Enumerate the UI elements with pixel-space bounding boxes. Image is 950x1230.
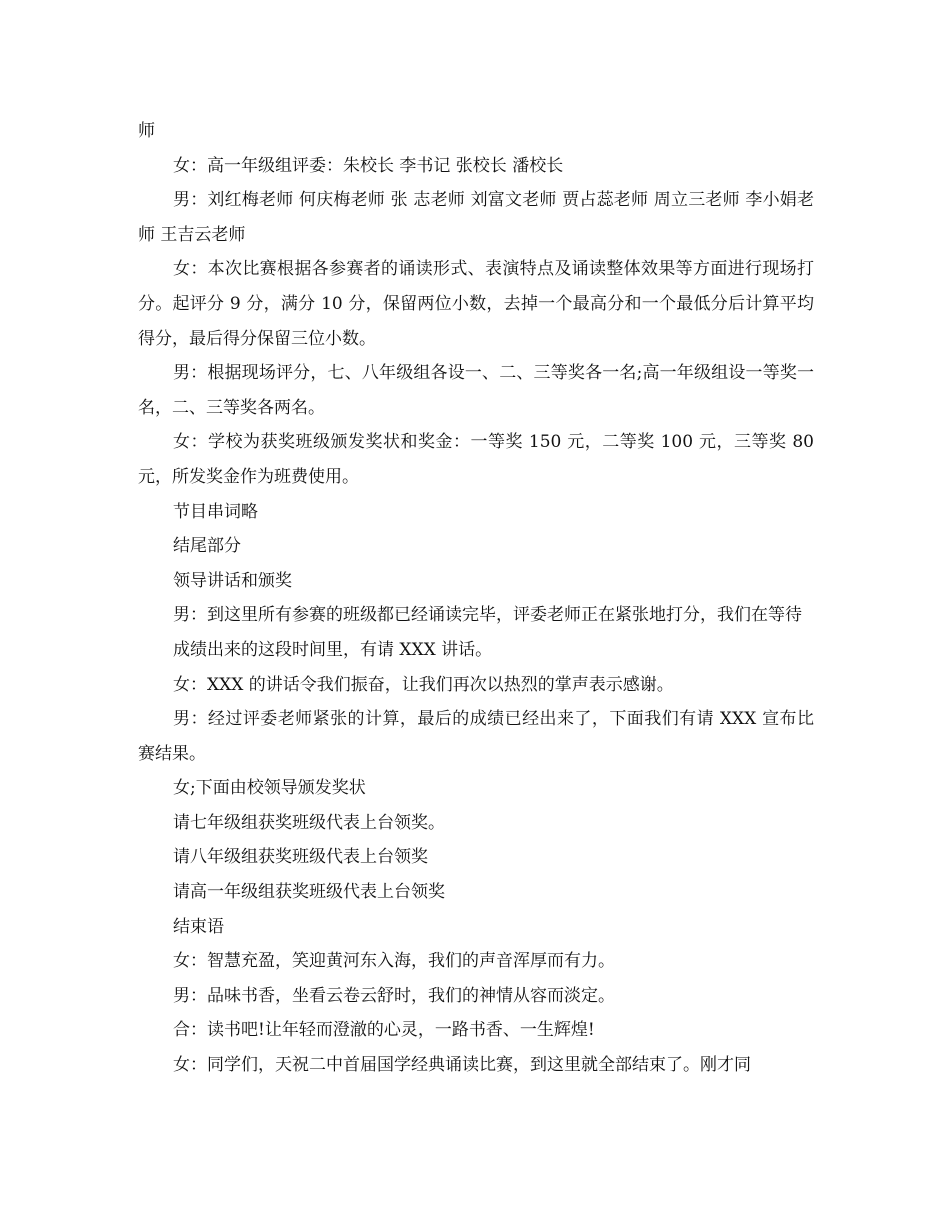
- paragraph-judges-grade10: 女：高一年级组评委：朱校长 李书记 张校长 潘校长: [173, 155, 564, 176]
- paragraph-thanks: 女：XXX 的讲话令我们振奋，让我们再次以热烈的掌声表示感谢。: [173, 674, 674, 695]
- paragraph-invite-speech: 成绩出来的这段时间里，有请 XXX 讲话。: [173, 639, 493, 660]
- paragraph-announce-results: 男：经过评委老师紧张的计算，最后的成绩已经出来了，下面我们有请 XXX 宣布比赛结果。: [138, 709, 814, 764]
- paragraph-closing-female: 女：智慧充盈，笑迎黄河东入海，我们的声音浑厚而有力。: [173, 951, 615, 972]
- paragraph-teacher-list: 男：刘红梅老师 何庆梅老师 张 志老师 刘富文老师 贾占蕊老师 周立三老师 李小娟老师 王吉云老师: [138, 190, 814, 245]
- section-heading-closing: 结束语: [173, 916, 224, 937]
- paragraph-final-remarks: 女：同学们，天祝二中首届国学经典诵读比赛，到这里就全部结束了。刚才同: [173, 1055, 751, 1076]
- paragraph-program-note: 节目串词略: [173, 501, 258, 522]
- paragraph-waiting-scores: 男：到这里所有参赛的班级都已经诵读完毕，评委老师正在紧张地打分，我们在等待: [173, 605, 802, 626]
- paragraph-grade10-awards: 请高一年级组获奖班级代表上台领奖: [173, 882, 445, 903]
- section-heading-speech-awards: 领导讲话和颁奖: [173, 570, 292, 591]
- paragraph-closing-together: 合：读书吧!让年轻而澄澈的心灵，一路书香、一生辉煌!: [173, 1020, 595, 1041]
- paragraph-scoring-rules: 女：本次比赛根据各参赛者的诵读形式、表演特点及诵读整体效果等方面进行现场打分。起评分 9 分，满分 10 分，保留两位小数，去掉一个最高分和一个最低分后计算平均得分，最后得分保留三位小数。: [138, 259, 814, 349]
- paragraph-continuation: 师: [138, 121, 155, 141]
- document-body: [138, 114, 814, 1083]
- paragraph-award-ceremony: 女;下面由校领导颁发奖状: [173, 778, 366, 799]
- paragraph-grade7-awards: 请七年级组获奖班级代表上台领奖。: [173, 812, 445, 833]
- section-heading-ending: 结尾部分: [173, 536, 241, 557]
- paragraph-closing-male: 男：品味书香，坐看云卷云舒时，我们的神情从容而淡定。: [173, 985, 615, 1006]
- paragraph-prize-money: 女：学校为获奖班级颁发奖状和奖金：一等奖 150 元，二等奖 100 元，三等奖 80 元，所发奖金作为班费使用。: [138, 432, 814, 487]
- paragraph-award-settings: 男：根据现场评分，七、八年级组各设一、二、三等奖各一名;高一年级组设一等奖一名，二、三等奖各两名。: [138, 363, 814, 418]
- paragraph-grade8-awards: 请八年级组获奖班级代表上台领奖: [173, 847, 428, 868]
